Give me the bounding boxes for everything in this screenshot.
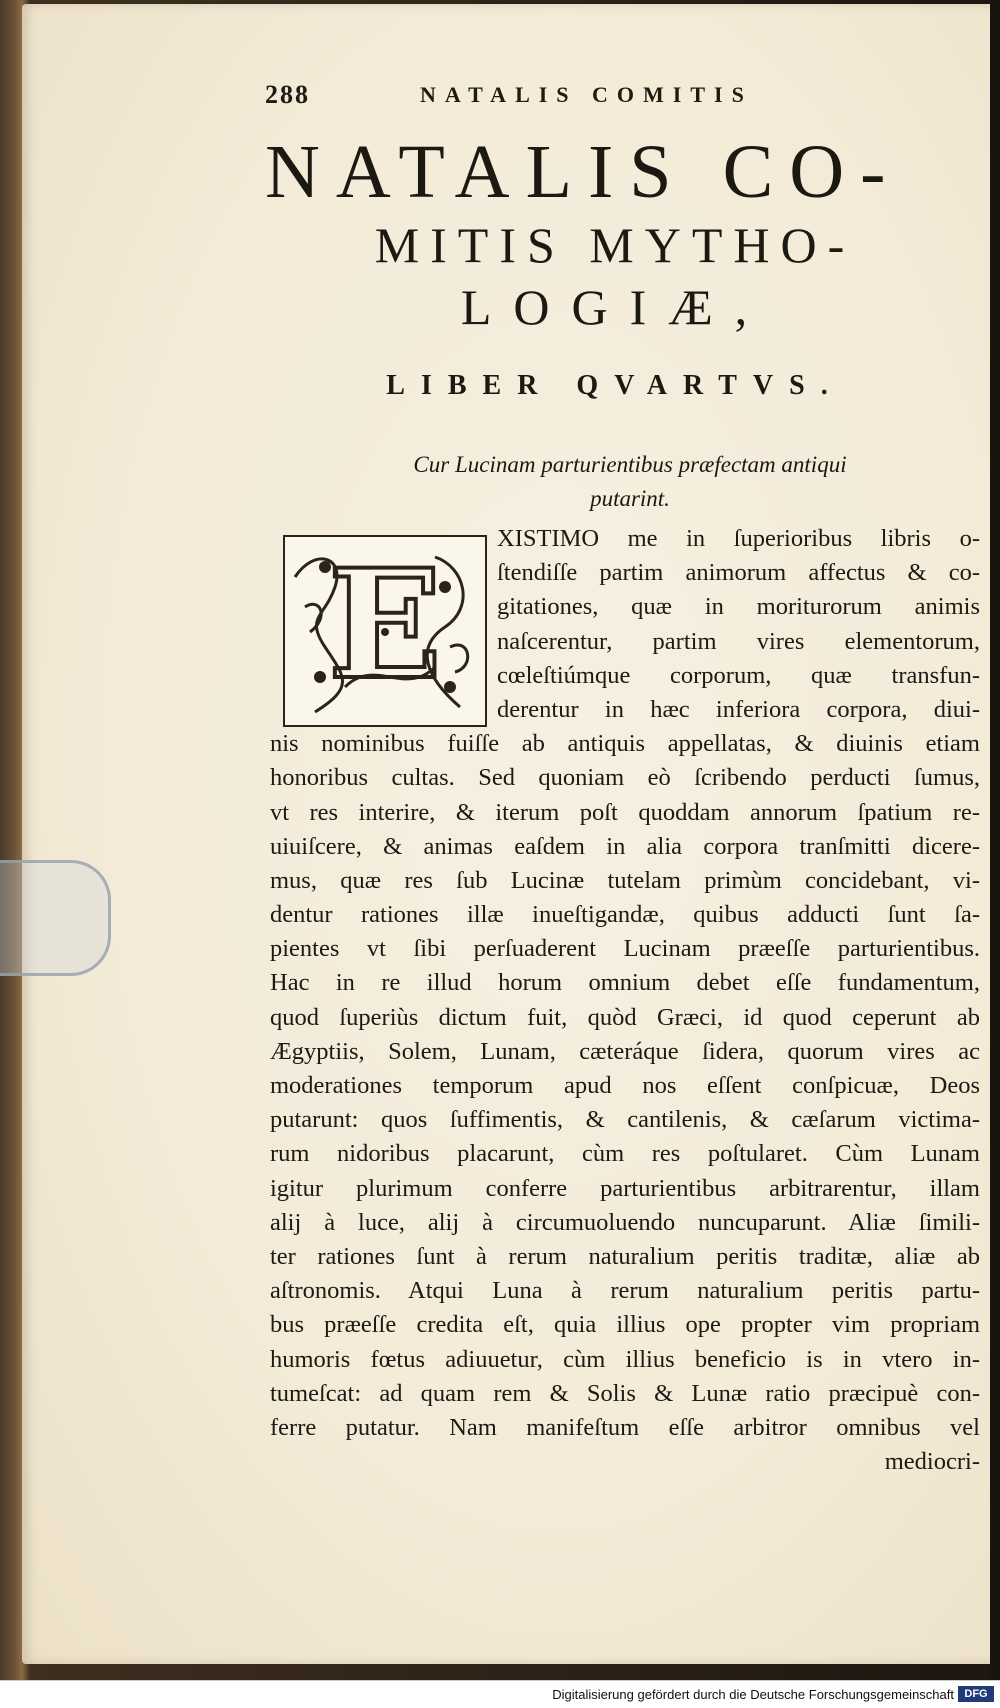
text-line: honoribus cultas. Sed quoniam eò ſcribendo perducti ſumus, bbox=[270, 764, 980, 792]
text-line: igitur plurimum conferre parturientibus arbitrarentur, illam bbox=[270, 1174, 980, 1202]
initial-letter: E bbox=[327, 537, 443, 713]
text-line: naſcerentur, partim vires elementorum, bbox=[497, 627, 980, 655]
text-line: ter rationes ſunt à rerum naturalium peritis traditæ, aliæ ab bbox=[270, 1242, 980, 1270]
title-line-1: NATALIS CO- bbox=[265, 130, 902, 214]
text-line: ferre putatur. Nam manifeſtum eſſe arbitror omnibus vel bbox=[270, 1413, 980, 1441]
text-line: cœleſtiúmque corporum, quæ transfun- bbox=[497, 661, 980, 689]
text-line: Ægyptiis, Solem, Lunam, cæteráque ſidera, quorum vires ac bbox=[270, 1037, 980, 1065]
text-line: pientes vt ſibi perſuaderent Lucinam præeſſe parturientibus. bbox=[270, 935, 980, 963]
text-line: aſtronomis. Atqui Luna à rerum naturalium peritis partu- bbox=[270, 1277, 980, 1305]
page-clip bbox=[0, 860, 111, 976]
catchword: mediocri- bbox=[884, 1448, 980, 1476]
book-number-heading: LIBER QVARTVS. bbox=[386, 370, 844, 401]
running-title: NATALIS COMITIS bbox=[420, 82, 753, 107]
text-line: XISTIMO me in ſuperioribus libris o- bbox=[497, 525, 980, 552]
text-line: humoris fœtus adiuuetur, cùm illius beneficio is in vtero in- bbox=[270, 1345, 980, 1373]
text-line: vt res interire, & iterum poſt quoddam annorum ſpatium re- bbox=[270, 798, 980, 826]
text-line: ſtendiſſe partim animorum affectus & co- bbox=[497, 559, 980, 587]
text-line: mus, quæ res ſub Lucinæ tutelam primùm concidebant, vi- bbox=[270, 866, 980, 894]
body-text bbox=[270, 522, 980, 1479]
text-line: alij à luce, alij à circumuoluendo nuncuparunt. Aliæ ſimili- bbox=[270, 1208, 980, 1236]
page-edge-shadow bbox=[990, 0, 1000, 1680]
text-line: putarunt: quos ſuffimentis, & cantilenis, & cæſarum victima- bbox=[270, 1106, 980, 1134]
text-line: quod ſuperiùs dictum fuit, quòd Græci, id quod ceperunt ab bbox=[270, 1003, 980, 1031]
text-line: moderationes temporum apud nos eſſent conſpicuæ, Deos bbox=[270, 1072, 980, 1099]
page-number: 288 bbox=[265, 80, 310, 109]
title-line-3: LOGIÆ, bbox=[460, 279, 770, 335]
text-line: bus præeſſe credita eſt, quia illius ope propter vim propriam bbox=[270, 1311, 980, 1339]
chapter-heading-line-1: Cur Lucinam parturientibus præfectam antiqui bbox=[413, 452, 847, 477]
text-line: Hac in re illud horum omnium debet eſſe fundamentum, bbox=[270, 969, 980, 997]
chapter-heading bbox=[300, 448, 960, 516]
book-title bbox=[265, 130, 965, 338]
chapter-heading-line-2: putarint. bbox=[590, 486, 670, 511]
funding-credit: Digitalisierung gefördert durch die Deutsche Forschungsgemeinschaft bbox=[552, 1687, 954, 1702]
text-line: rum nidoribus placarunt, cùm res poſtularet. Cùm Lunam bbox=[270, 1140, 980, 1168]
text-line: gitationes, quæ in moriturorum animis bbox=[497, 593, 980, 621]
title-line-2: MITIS MYTHO- bbox=[374, 217, 856, 273]
dfg-logo-icon: DFG bbox=[958, 1686, 994, 1702]
text-line: uiuiſcere, & animas eaſdem in alia corpora tranſmitti dicere- bbox=[270, 832, 980, 860]
digitization-footer bbox=[0, 1680, 1000, 1708]
text-line: dentur rationes illæ inueſtigandæ, quibus adducti ſunt ſa- bbox=[270, 901, 980, 929]
running-head bbox=[265, 80, 940, 120]
text-line: derentur in hæc inferiora corpora, diui- bbox=[497, 695, 980, 723]
text-line: tumeſcat: ad quam rem & Solis & Lunæ ratio præcipuè con- bbox=[270, 1379, 980, 1407]
text-line: nis nominibus fuiſſe ab antiquis appellatas, & diuinis etiam bbox=[270, 730, 980, 758]
